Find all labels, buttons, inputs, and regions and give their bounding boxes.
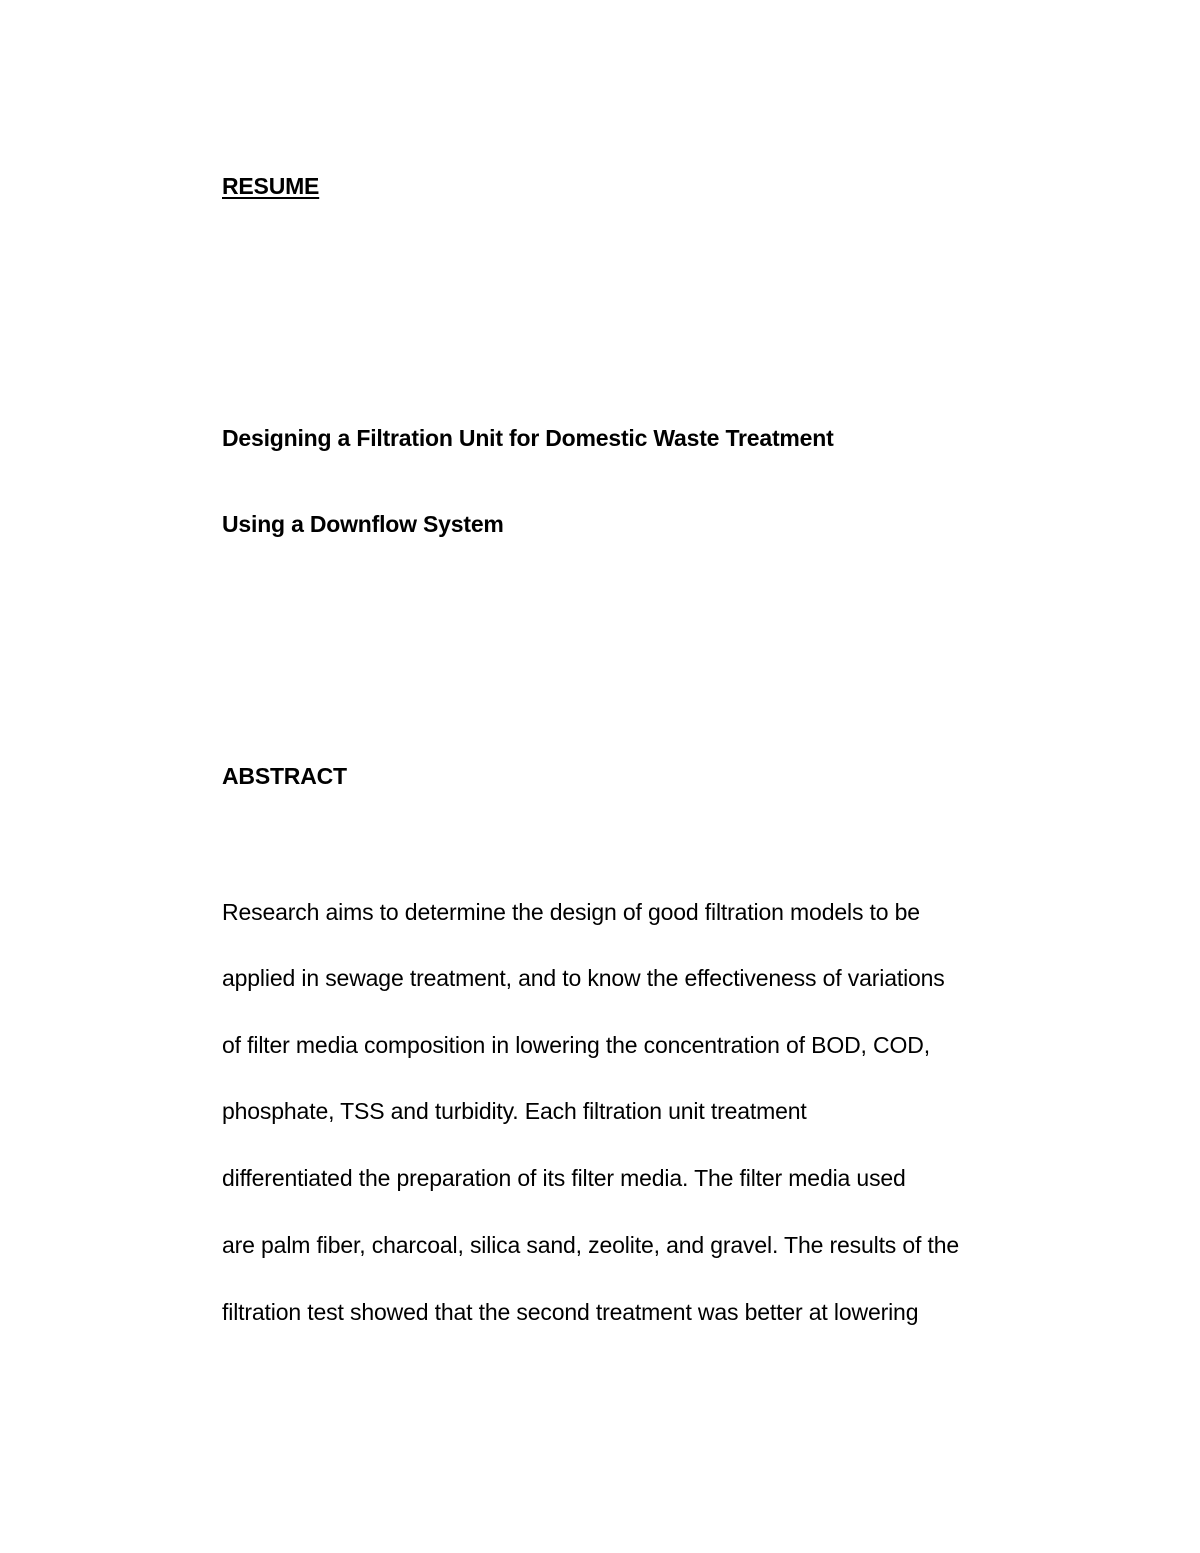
abstract-line: applied in sewage treatment, and to know the effectiveness of variations	[222, 965, 945, 991]
title-line-1: Designing a Filtration Unit for Domestic Waste Treatment	[222, 425, 834, 451]
abstract-line: Research aims to determine the design of good filtration models to be	[222, 899, 920, 925]
abstract-line: of filter media composition in lowering the concentration of BOD, COD,	[222, 1032, 930, 1058]
resume-heading: RESUME	[222, 173, 320, 199]
abstract-line: filtration test showed that the second treatment was better at lowering	[222, 1299, 919, 1325]
abstract-heading: ABSTRACT	[222, 763, 347, 789]
abstract-line: are palm fiber, charcoal, silica sand, zeolite, and gravel. The results of the	[222, 1232, 960, 1258]
title-line-2: Using a Downflow System	[222, 511, 504, 537]
abstract-line: differentiated the preparation of its filter media. The filter media used	[222, 1165, 906, 1191]
abstract-line: phosphate, TSS and turbidity. Each filtration unit treatment	[222, 1098, 807, 1124]
